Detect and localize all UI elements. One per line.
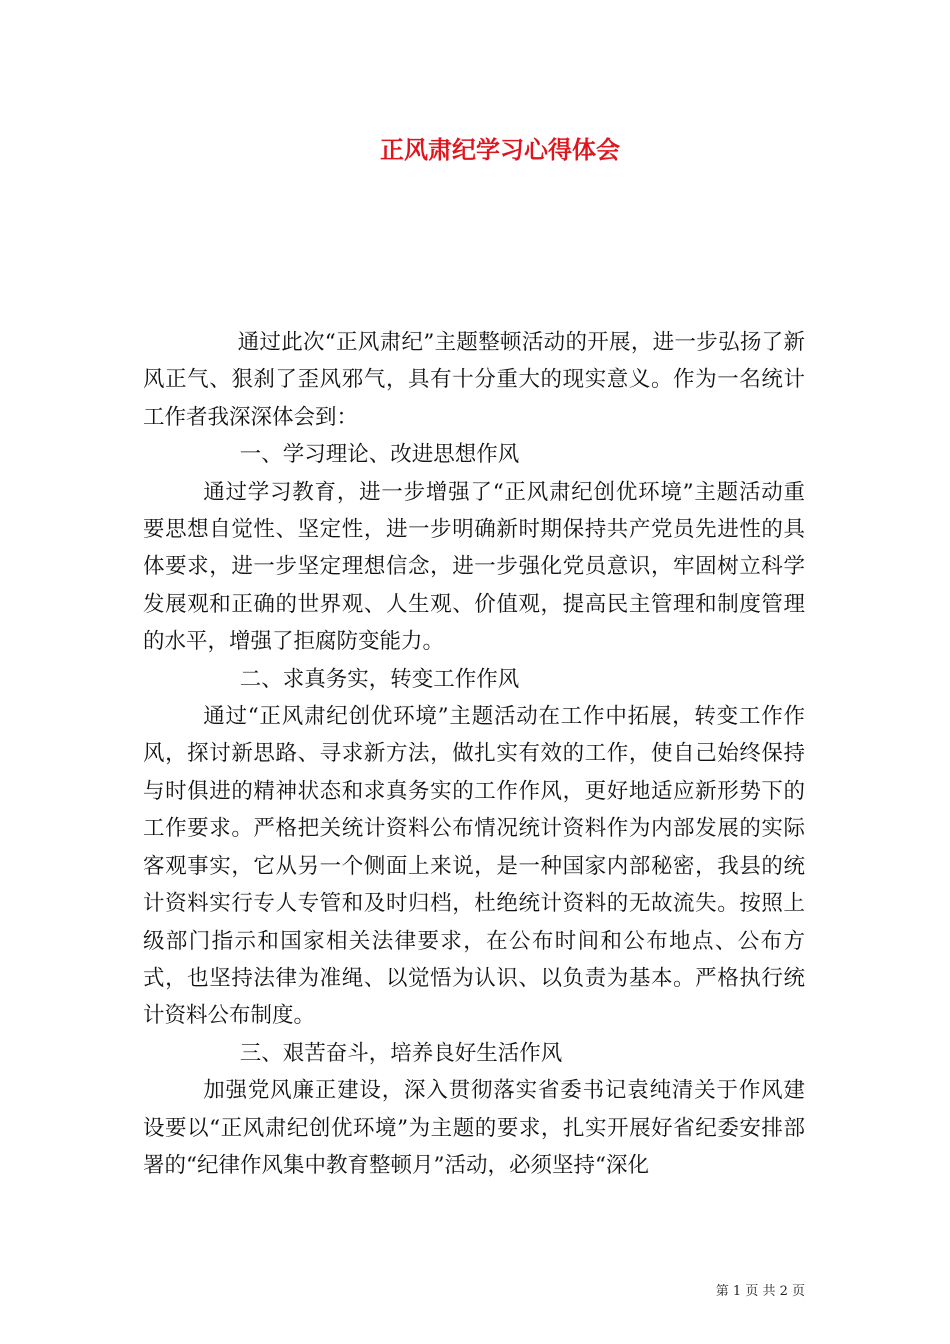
page-number: 第 1 页 共 2 页 [715,1284,805,1299]
section-paragraph-3: 加强党风廉正建设，深入贯彻落实省委书记袁纯清关于作风建设要以“正风肃纪创优环境”为主题的要求，扎实开展好省纪委安排部署的“纪律作风集中教育整顿月”活动，必须坚持“深化 [143,1078,805,1178]
section-heading-3: 三、艰苦奋斗，培养良好生活作风 [239,1040,563,1066]
section-paragraph-2: 通过“正风肃纪创优环境”主题活动在工作中拓展，转变工作作风，探讨新思路、寻求新方法，做扎实有效的工作，使自己始终保持与时俱进的精神状态和求真务实的工作作风，更好地适应新形势下的工作要求。严格把关统计资料公布情况统计资料作为内部发展的实际客观事实，它从另一个侧面上来说，是一种国家内部秘密，我县的统计资料实行专人专管和及时归档，杜绝统计资料的无故流失。按照上级部门指示和国家相关法律要求，在公布时间和公布地点、公布方式，也坚持法律为准绳、以觉悟为认识、以负责为基本。严格执行统计资料公布制度。 [143,704,805,1029]
document-title: 正风肃纪学习心得体会 [380,136,620,164]
document-body [143,324,805,1184]
section-paragraph-1: 通过学习教育，进一步增强了“正风肃纪创优环境”主题活动重要思想自觉性、坚定性，进一步明确新时期保持共产党员先进性的具体要求，进一步坚定理想信念，进一步强化党员意识，牢固树立科学发展观和正确的世界观、人生观、价值观，提高民主管理和制度管理的水平，增强了拒腐防变能力。 [143,479,805,655]
section-heading-1: 一、学习理论、改进思想作风 [239,442,520,468]
intro-paragraph: 通过此次“正风肃纪”主题整顿活动的开展，进一步弘扬了新风正气、狠刹了歪风邪气，具有十分重大的现实意义。作为一名统计工作者我深深体会到： [143,330,805,430]
section-heading-2: 二、求真务实，转变工作作风 [239,666,520,692]
